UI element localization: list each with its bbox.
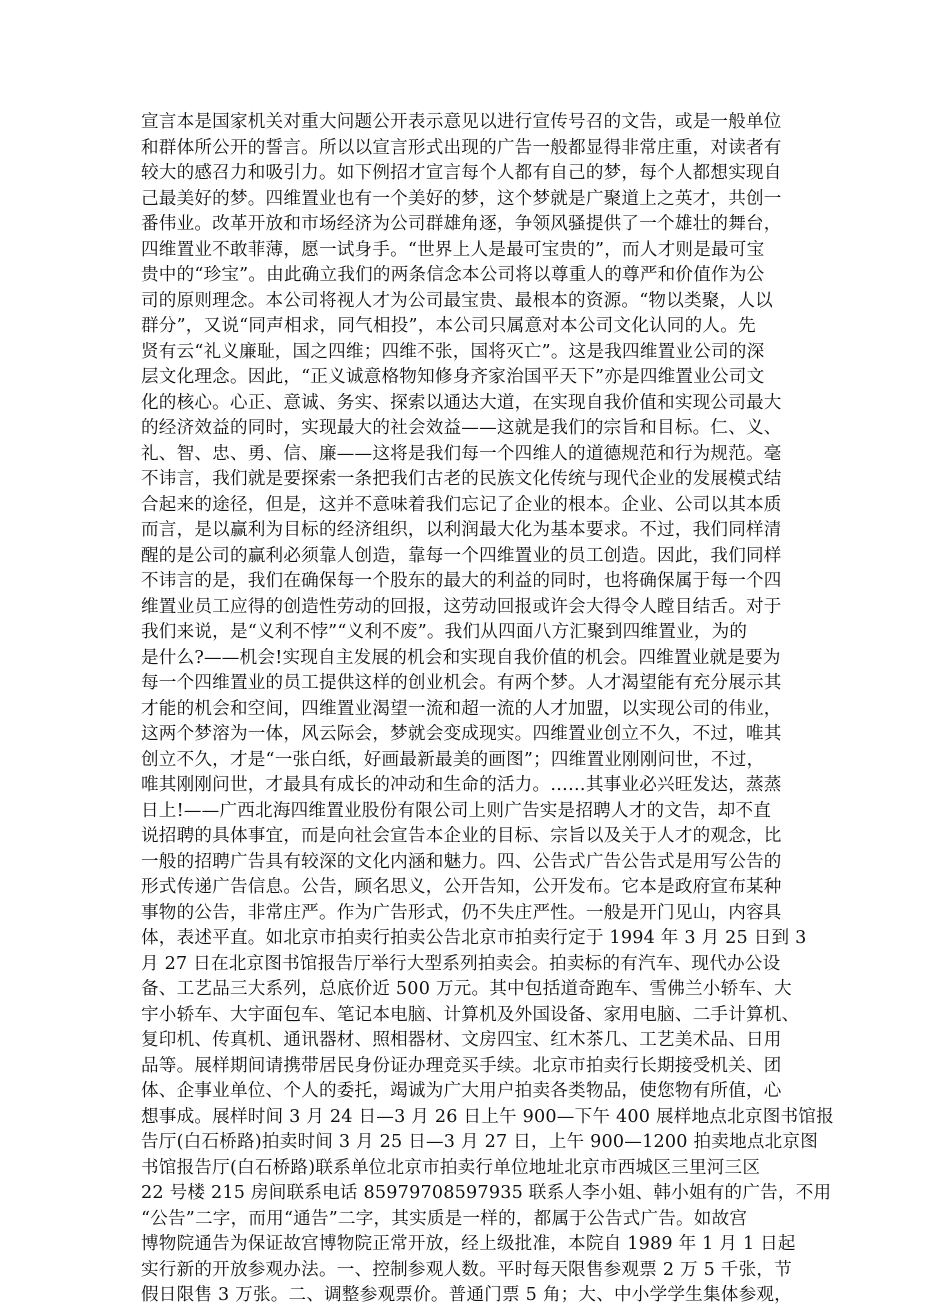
text-line: 博物院通告为保证故宫博物院正常开放，经上级批准，本院自 1989 年 1 月 1 日起 (141, 1234, 796, 1254)
text-line: 事物的公告，非常庄严。作为广告形式，仍不失庄严性。一般是开门见山，内容具 (141, 902, 782, 923)
text-line: 形式传递广告信息。公告，顾名思义，公开告知，公开发布。它本是政府宣布某种 (141, 877, 782, 897)
text-line: 己最美好的梦。四维置业也有一个美好的梦，这个梦就是广聚道上之英才，共创一 (141, 188, 782, 209)
text-line: 不讳言的是，我们在确保每一个股东的最大的利益的同时，也将确保属于每一个四 (141, 571, 782, 591)
text-line: 是什么?——机会!实现自主发展的机会和实现自我价值的机会。四维置业就是要为 (141, 647, 781, 668)
text-line: 才能的机会和空间，四维置业渴望一流和超一流的人才加盟，以实现公司的伟业， (141, 698, 782, 719)
text-line: 化的核心。心正、意诚、务实、探索以通达大道，在实现自我价值和实现公司最大 (141, 392, 782, 413)
text-line: 一般的招聘广告具有较深的文化内涵和魅力。四、公告式广告公告式是用写公告的 (141, 851, 782, 872)
text-line: “公告”二字，而用“通告”二字，其实质是一样的，都属于公告式广告。如故宫 (141, 1208, 748, 1229)
text-line: 书馆报告厅(白石桥路)联系单位北京市拍卖行单位地址北京市西城区三里河三区 (141, 1157, 761, 1178)
text-line: 复印机、传真机、通讯器材、照相器材、文房四宝、红木茶几、工艺美术品、日用 (141, 1030, 782, 1050)
text-line: 宇小轿车、大宇面包车、笔记本电脑、计算机及外国设备、家用电脑、二手计算机、 (141, 1004, 800, 1025)
text-line: 体，表述平直。如北京市拍卖行拍卖公告北京市拍卖行定于 1994 年 3 月 25 日到 3 (141, 928, 807, 948)
text-line: 的经济效益的同时，实现最大的社会效益——这就是我们的宗旨和目标。仁、义、 (141, 418, 782, 438)
text-line: 我们来说，是“义利不悖”“义利不废”。我们从四面八方汇聚到四维置业，为的 (141, 622, 748, 642)
text-line: 实行新的开放参观办法。一、控制参观人数。平时每天限售参观票 2 万 5 千张，节 (141, 1259, 792, 1280)
text-line: 创立不久，才是“一张白纸，好画最新最美的画图”；四维置业刚刚问世，不过， (141, 749, 765, 770)
text-line: 宣言本是国家机关对重大问题公开表示意见以进行宣传号召的文告，或是一般单位 (141, 112, 782, 132)
text-line: 假日限售 3 万张。二、调整参观票价。普通门票 5 角；大、中小学学生集体参观， (141, 1285, 792, 1305)
text-line: 备、工艺品三大系列，总底价近 500 万元。其中包括道奇跑车、雪佛兰小轿车、大 (141, 979, 792, 999)
text-line: 想事成。展样时间 3 月 24 日—3 月 26 日上午 900—下午 400 展样地点北京图书馆报 (141, 1106, 834, 1127)
text-line: 每一个四维置业的员工提供这样的创业机会。有两个梦。人才渴望能有充分展示其 (141, 673, 782, 693)
text-line: 贵中的“珍宝”。由此确立我们的两条信念本公司将以尊重人的尊严和价值作为公 (141, 265, 765, 285)
text-line: 这两个梦溶为一体，风云际会，梦就会变成现实。四维置业创立不久，不过，唯其 (141, 724, 782, 744)
text-line: 四维置业不敢菲薄，愿一试身手。“世界上人是最可宝贵的”，而人才则是最可宝 (141, 239, 765, 260)
text-line: 司的原则理念。本公司将视人才为公司最宝贵、最根本的资源。“物以类聚，人以 (141, 290, 773, 311)
text-line: 22 号楼 215 房间联系电话 85979708597935 联系人李小姐、韩小姐有的广告，不用 (141, 1183, 832, 1203)
body-text (141, 110, 834, 1309)
text-line: 群分”，又说“同声相求，同气相投”，本公司只属意对本公司文化认同的人。先 (141, 316, 756, 336)
text-line: 层文化理念。因此，“正义诚意格物知修身齐家治国平天下”亦是四维置业公司文 (141, 367, 765, 387)
text-line: 唯其刚刚问世，才最具有成长的冲动和生命的活力。……其事业必兴旺发达，蒸蒸 (141, 775, 782, 795)
text-line: 合起来的途径，但是，这并不意味着我们忘记了企业的根本。企业、公司以其本质 (141, 494, 782, 515)
text-line: 礼、智、忠、勇、信、廉——这将是我们每一个四维人的道德规范和行为规范。毫 (141, 443, 782, 464)
text-line: 较大的感召力和吸引力。如下例招才宣言每个人都有自己的梦，每个人都想实现自 (141, 163, 782, 183)
text-line: 月 27 日在北京图书馆报告厅举行大型系列拍卖会。拍卖标的有汽车、现代办公设 (141, 953, 781, 974)
text-line: 告厅(白石桥路)拍卖时间 3 月 25 日—3 月 27 日，上午 900—1200 拍卖地点北京图 (141, 1132, 819, 1152)
text-line: 番伟业。改革开放和市场经济为公司群雄角逐，争领风骚提供了一个雄壮的舞台， (141, 214, 782, 234)
text-line: 品等。展样期间请携带居民身份证办理竞买手续。北京市拍卖行长期接受机关、团 (141, 1055, 782, 1076)
text-line: 维置业员工应得的创造性劳动的回报，这劳动回报或许会大得令人瞠目结舌。对于 (141, 596, 782, 617)
text-line: 和群体所公开的誓言。所以以宣言形式出现的广告一般都显得非常庄重，对读者有 (141, 137, 782, 158)
text-line: 而言，是以赢利为目标的经济组织，以利润最大化为基本要求。不过，我们同样清 (141, 520, 782, 540)
text-line: 体、企事业单位、个人的委托，竭诚为广大用户拍卖各类物品，使您物有所值，心 (141, 1081, 782, 1101)
text-line: 醒的是公司的赢利必须靠人创造，靠每一个四维置业的员工创造。因此，我们同样 (141, 545, 782, 566)
text-line: 贤有云“礼义廉耻，国之四维；四维不张，国将灭亡”。这是我四维置业公司的深 (141, 341, 765, 362)
text-line: 不讳言，我们就是要探索一条把我们古老的民族文化传统与现代企业的发展模式结 (141, 469, 782, 489)
text-line: 日上!——广西北海四维置业股份有限公司上则广告实是招聘人才的文告，却不直 (141, 800, 772, 821)
text-line: 说招聘的具体事宜，而是向社会宣告本企业的目标、宗旨以及关于人才的观念，比 (141, 826, 782, 846)
